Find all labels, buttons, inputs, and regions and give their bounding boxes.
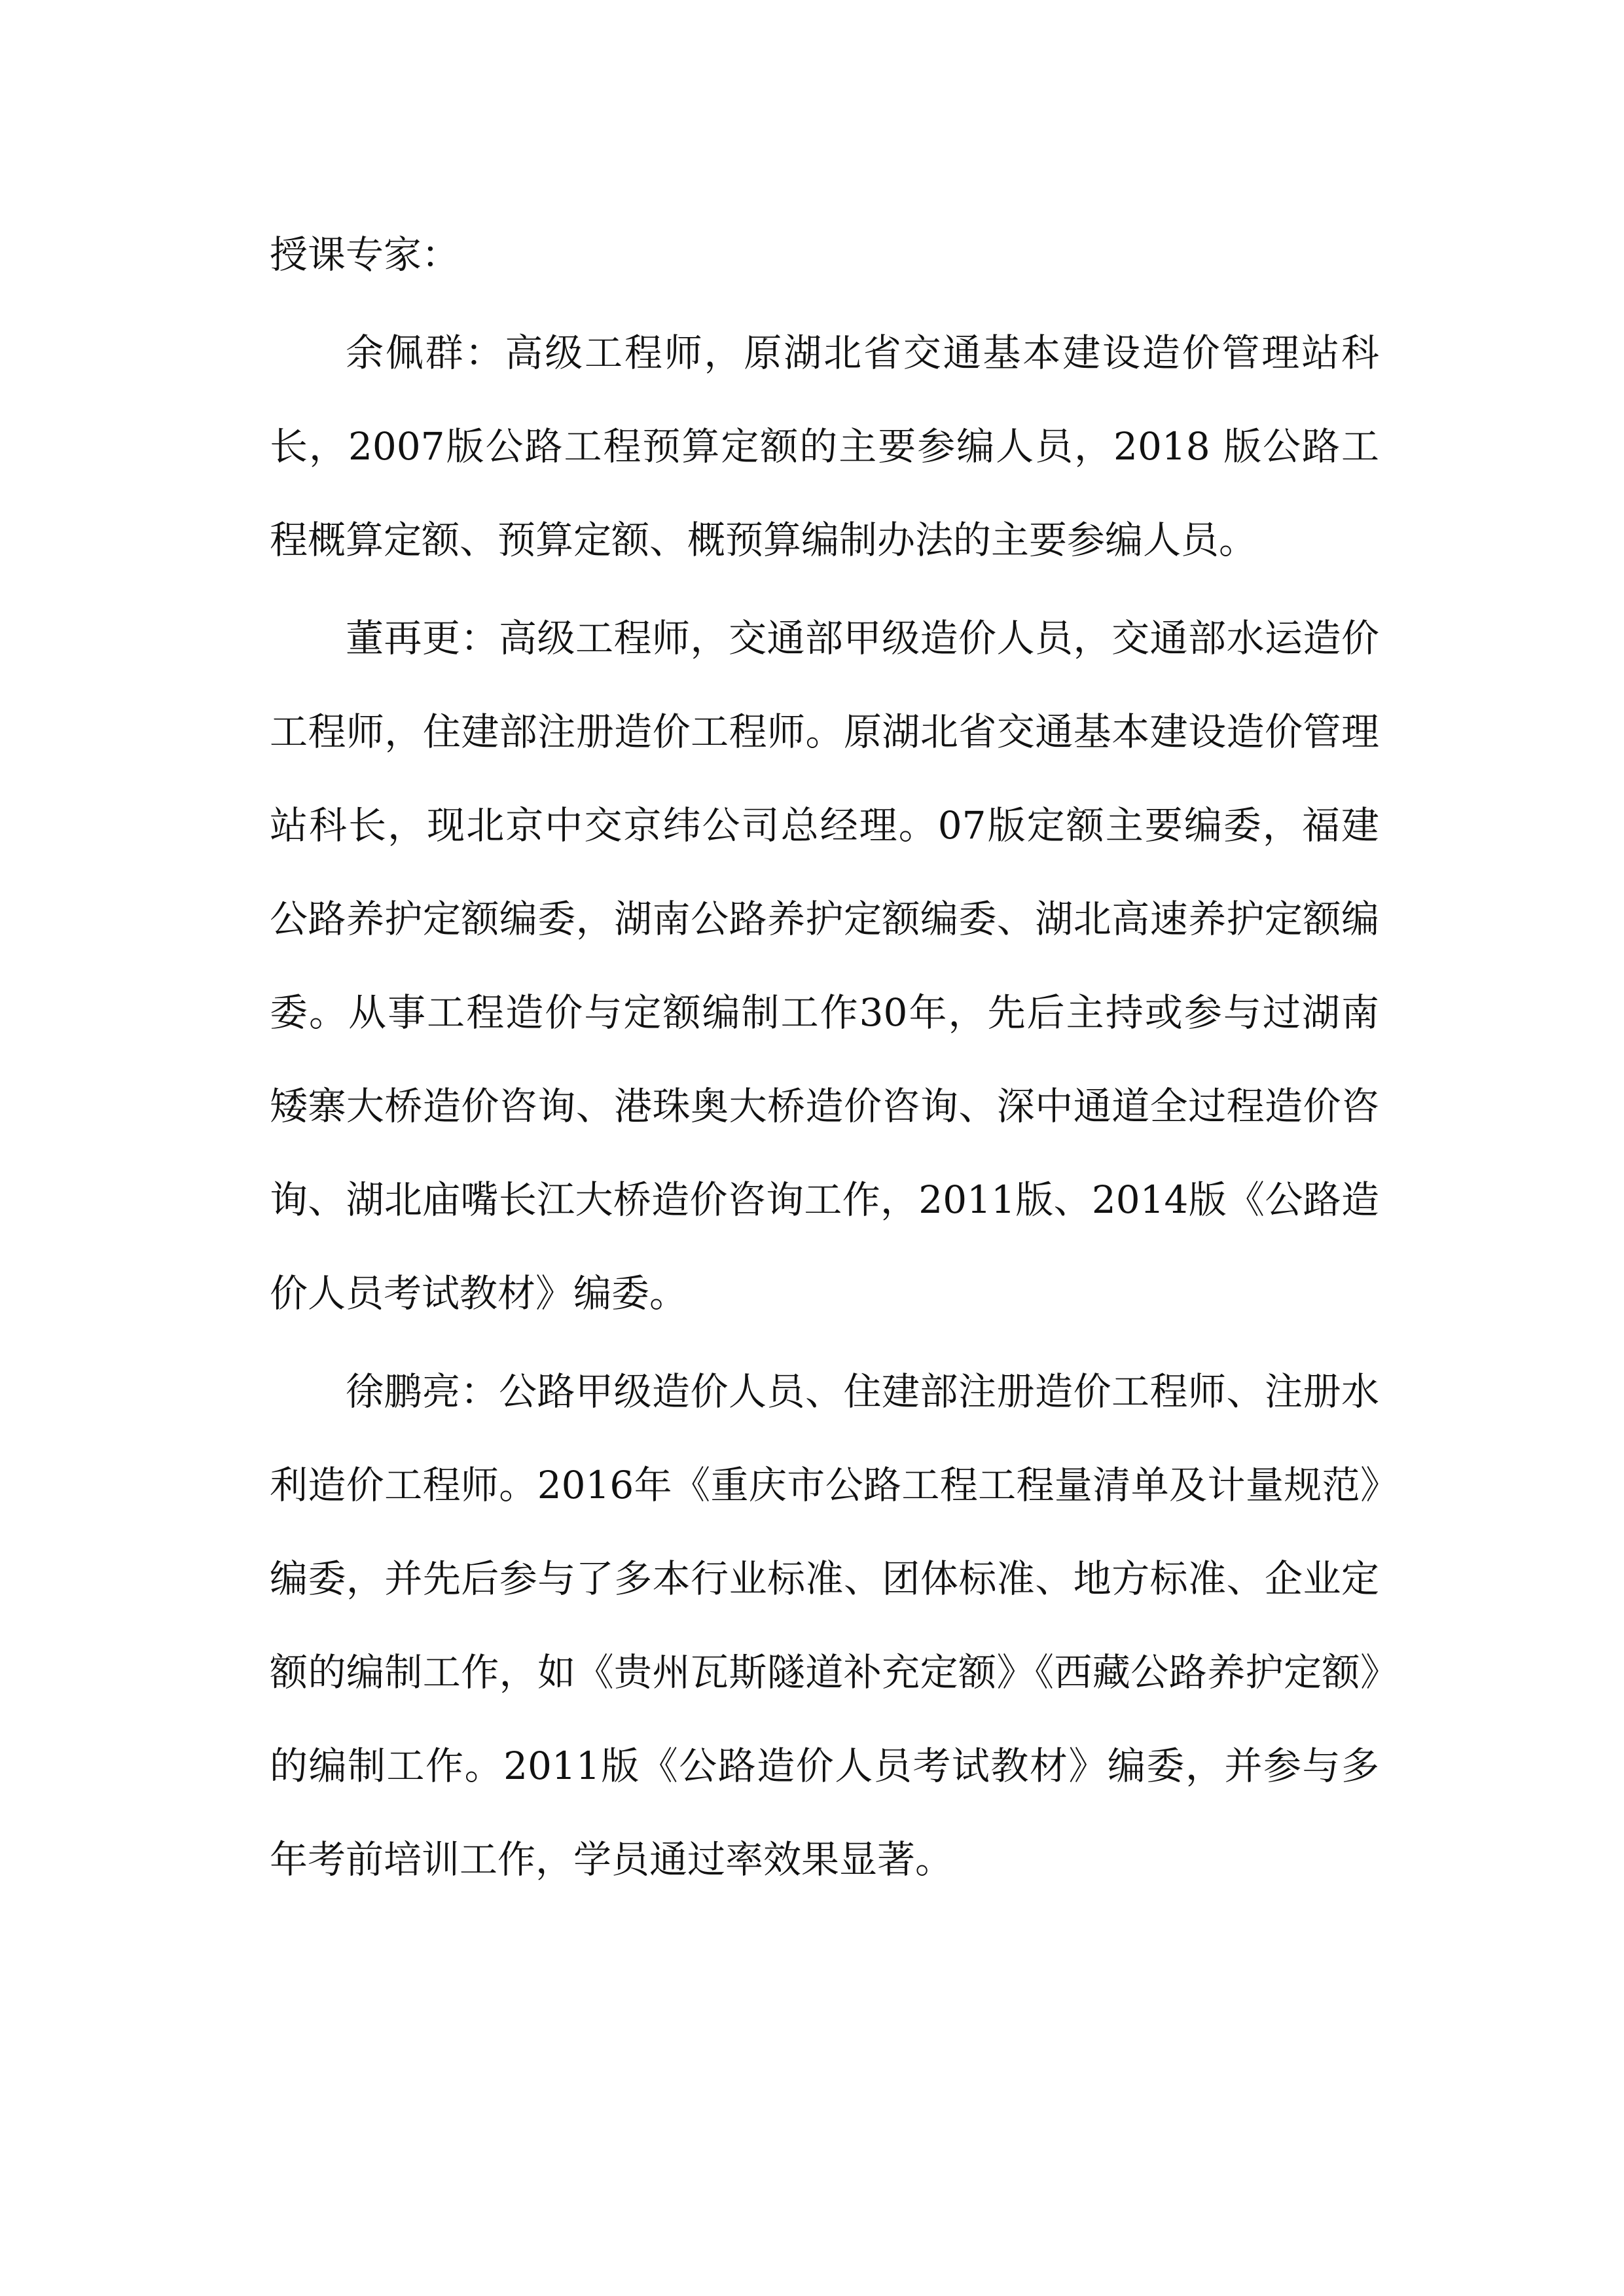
expert-paragraph-yu: 余佩群：高级工程师，原湖北省交通基本建设造价管理站科长，2007版公路工程预算定额的主要参编人员，2018 版公路工程概算定额、预算定额、概预算编制办法的主要参编人员。 bbox=[270, 331, 1379, 562]
document-body bbox=[270, 208, 1379, 1907]
section-heading: 授课专家： bbox=[270, 232, 460, 277]
expert-paragraph-dong: 董再更：高级工程师，交通部甲级造价人员，交通部水运造价工程师，住建部注册造价工程师。原湖北省交通基本建设造价管理站科长，现北京中交京纬公司总经理。07版定额主要编委，福建公路养护定额编委，湖南公路养护定额编委、湖北高速养护定额编委。从事工程造价与定额编制工作30年，先后主持或参与过湖南矮寨大桥造价咨询、港珠奥大桥造价咨询、深中通道全过程造价咨询、湖北庙嘴长江大桥造价咨询工作，2011版、2014版《公路造价人员考试教材》编委。 bbox=[270, 616, 1379, 1316]
expert-paragraph-xu: 徐鹏亮：公路甲级造价人员、住建部注册造价工程师、注册水利造价工程师。2016年《重庆市公路工程工程量清单及计量规范》编委，并先后参与了多本行业标准、团体标准、地方标准、企业定额的编制工作，如《贵州瓦斯隧道补充定额》《西藏公路养护定额》的编制工作。2011版《公路造价人员考试教材》编委，并参与多年考前培训工作，学员通过率效果显著。 bbox=[270, 1369, 1379, 1882]
